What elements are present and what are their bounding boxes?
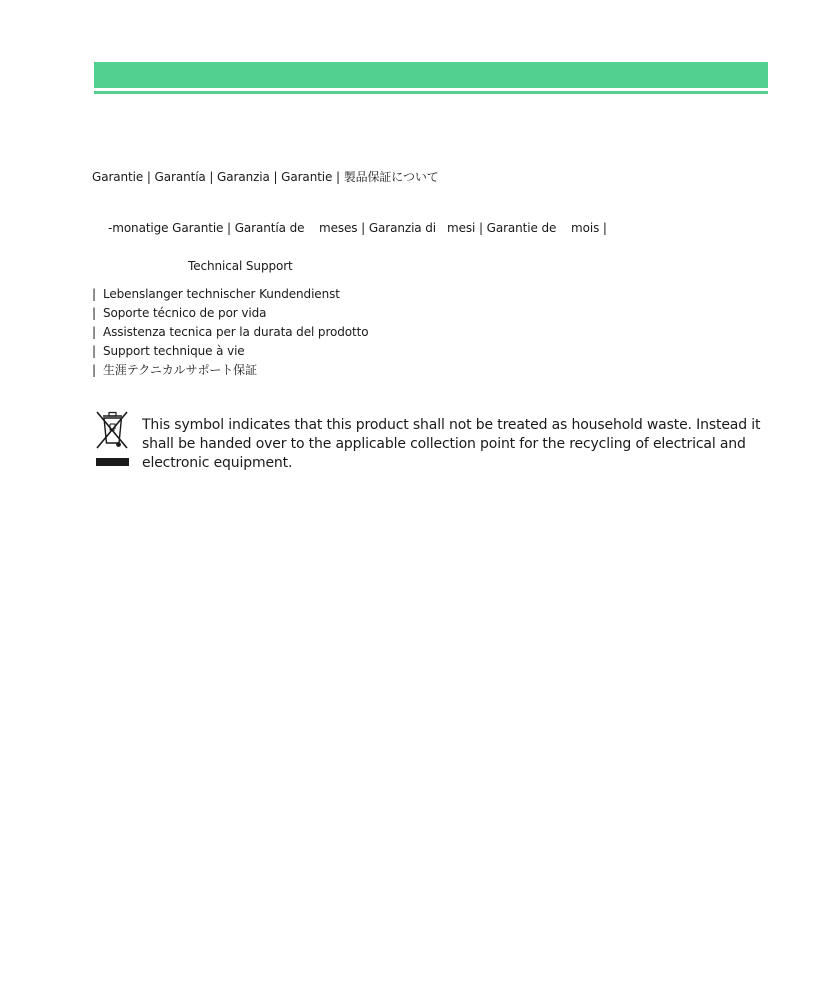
support-item-it <box>92 323 368 342</box>
support-item-de <box>92 285 368 304</box>
support-item-ja <box>92 361 368 380</box>
support-item-label: Assistenza tecnica per la durata del prodotto <box>103 325 369 339</box>
weee-disposal-notice: This symbol indicates that this product shall not be treated as household waste. Instead it shall be handed over to the applicable collection point for the recycling of electrical and electronic equipment. <box>142 417 761 471</box>
support-item-fr <box>92 342 368 361</box>
crossed-out-wheelie-bin-icon <box>94 410 130 476</box>
support-item-label: Support technique à vie <box>103 344 245 358</box>
warranty-months-segment-fr: mois | <box>571 221 607 235</box>
support-item-separator: | <box>92 306 96 320</box>
support-item-separator: | <box>92 325 96 339</box>
support-item-label: Soporte técnico de por vida <box>103 306 267 320</box>
warranty-months-segment-es: meses | Garanzia di <box>319 221 437 235</box>
warranty-months-segment-de: -monatige Garantie | Garantía de <box>108 221 305 235</box>
warranty-header: Garantie | Garantía | Garanzia | Garantie | 製品保証について <box>92 170 439 184</box>
support-item-label: 生涯テクニカルサポート保証 <box>103 363 257 377</box>
support-item-es <box>92 304 368 323</box>
technical-support-title: Technical Support <box>188 259 293 273</box>
support-item-separator: | <box>92 344 96 358</box>
support-item-separator: | <box>92 363 96 377</box>
support-item-label: Lebenslanger technischer Kundendienst <box>103 287 340 301</box>
support-item-separator: | <box>92 287 96 301</box>
header-banner <box>94 62 768 88</box>
technical-support-list <box>92 285 368 380</box>
warranty-months-segment-it: mesi | Garantie de <box>447 221 557 235</box>
header-banner-underline <box>94 91 768 94</box>
